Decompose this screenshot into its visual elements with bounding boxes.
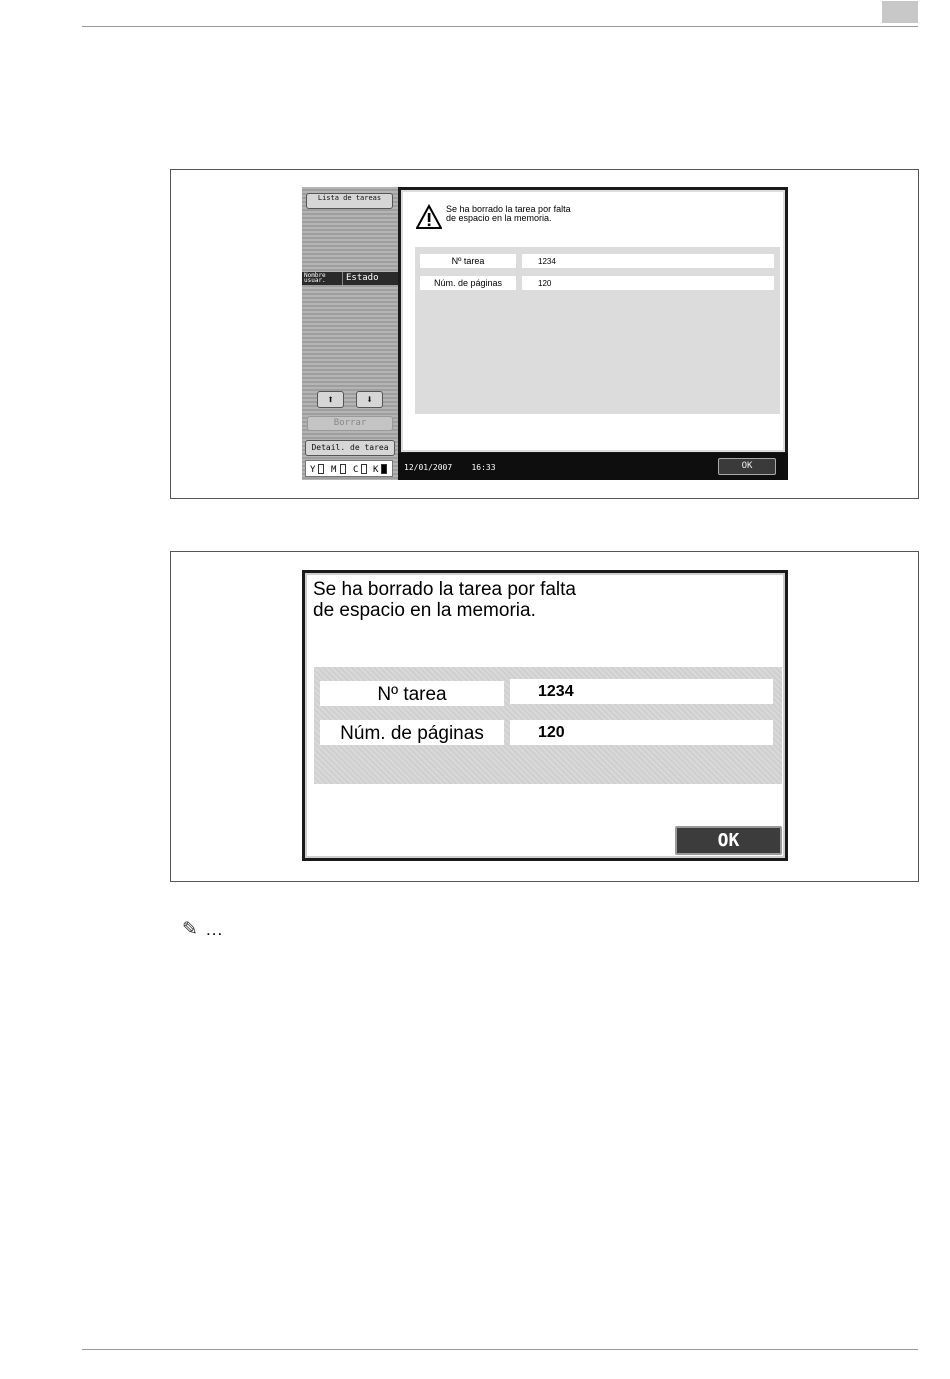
page-count-value: 120: [522, 276, 774, 290]
column-status: Estado: [342, 272, 397, 285]
ok-button-zoomed[interactable]: OK: [675, 826, 782, 855]
device-screen-1: [302, 187, 788, 480]
job-list-button[interactable]: Lista de tareas: [306, 193, 393, 209]
page-count-label: Núm. de páginas: [420, 276, 516, 290]
page-corner-tab: [882, 1, 918, 23]
header-rule: [82, 26, 918, 27]
pencil-note-icon: ✎: [182, 919, 198, 940]
job-detail-button[interactable]: Detail. de tarea: [305, 440, 395, 456]
toner-label-y: Y: [310, 465, 316, 475]
status-bar: [398, 453, 788, 480]
warning-message-line1: Se ha borrado la tarea por falta: [446, 204, 571, 214]
job-number-value-zoomed: 1234: [510, 679, 773, 704]
toner-label-k: K: [373, 465, 379, 475]
job-number-label: Nº tarea: [420, 254, 516, 268]
warning-message-zoomed-line1: Se ha borrado la tarea por falta: [313, 579, 577, 600]
job-sidebar: [302, 187, 398, 480]
warning-message-zoomed: [313, 579, 576, 621]
footer-rule: [82, 1349, 918, 1350]
delete-button[interactable]: Borrar: [307, 416, 393, 431]
column-user-name: Nombre usuar.: [304, 272, 326, 284]
toner-bar-c: [361, 464, 367, 474]
warning-icon: [416, 204, 442, 230]
warning-message-line2: de espacio en la memoria.: [446, 213, 552, 223]
note-ellipsis: ...: [206, 920, 224, 939]
page-count-value-zoomed: 120: [510, 720, 773, 745]
warning-dialog-zoomed: [305, 573, 785, 858]
toner-bar-k: [381, 464, 387, 474]
status-datetime: [404, 463, 496, 472]
job-info-area-zoomed: [314, 667, 782, 784]
ok-button[interactable]: OK: [718, 458, 776, 475]
status-time: 16:33: [471, 463, 496, 472]
toner-levels: [305, 460, 393, 477]
scroll-down-button[interactable]: ⬇: [356, 391, 383, 408]
status-date: 12/01/2007: [404, 463, 453, 472]
job-number-label-zoomed: Nº tarea: [320, 681, 504, 706]
job-info-area: [415, 247, 780, 414]
toner-bar-m: [340, 464, 346, 474]
toner-bar-y: [318, 464, 324, 474]
toner-label-c: C: [353, 465, 359, 475]
job-list-header: [302, 272, 398, 285]
scroll-up-button[interactable]: ⬆: [317, 391, 344, 408]
warning-message-zoomed-line2: de espacio en la memoria.: [313, 600, 536, 621]
job-number-value: 1234: [522, 254, 774, 268]
device-screen-2-zoomed: [302, 570, 788, 861]
page-count-label-zoomed: Núm. de páginas: [320, 720, 504, 745]
warning-message: [446, 205, 571, 223]
warning-dialog: [401, 190, 785, 452]
toner-label-m: M: [331, 465, 337, 475]
